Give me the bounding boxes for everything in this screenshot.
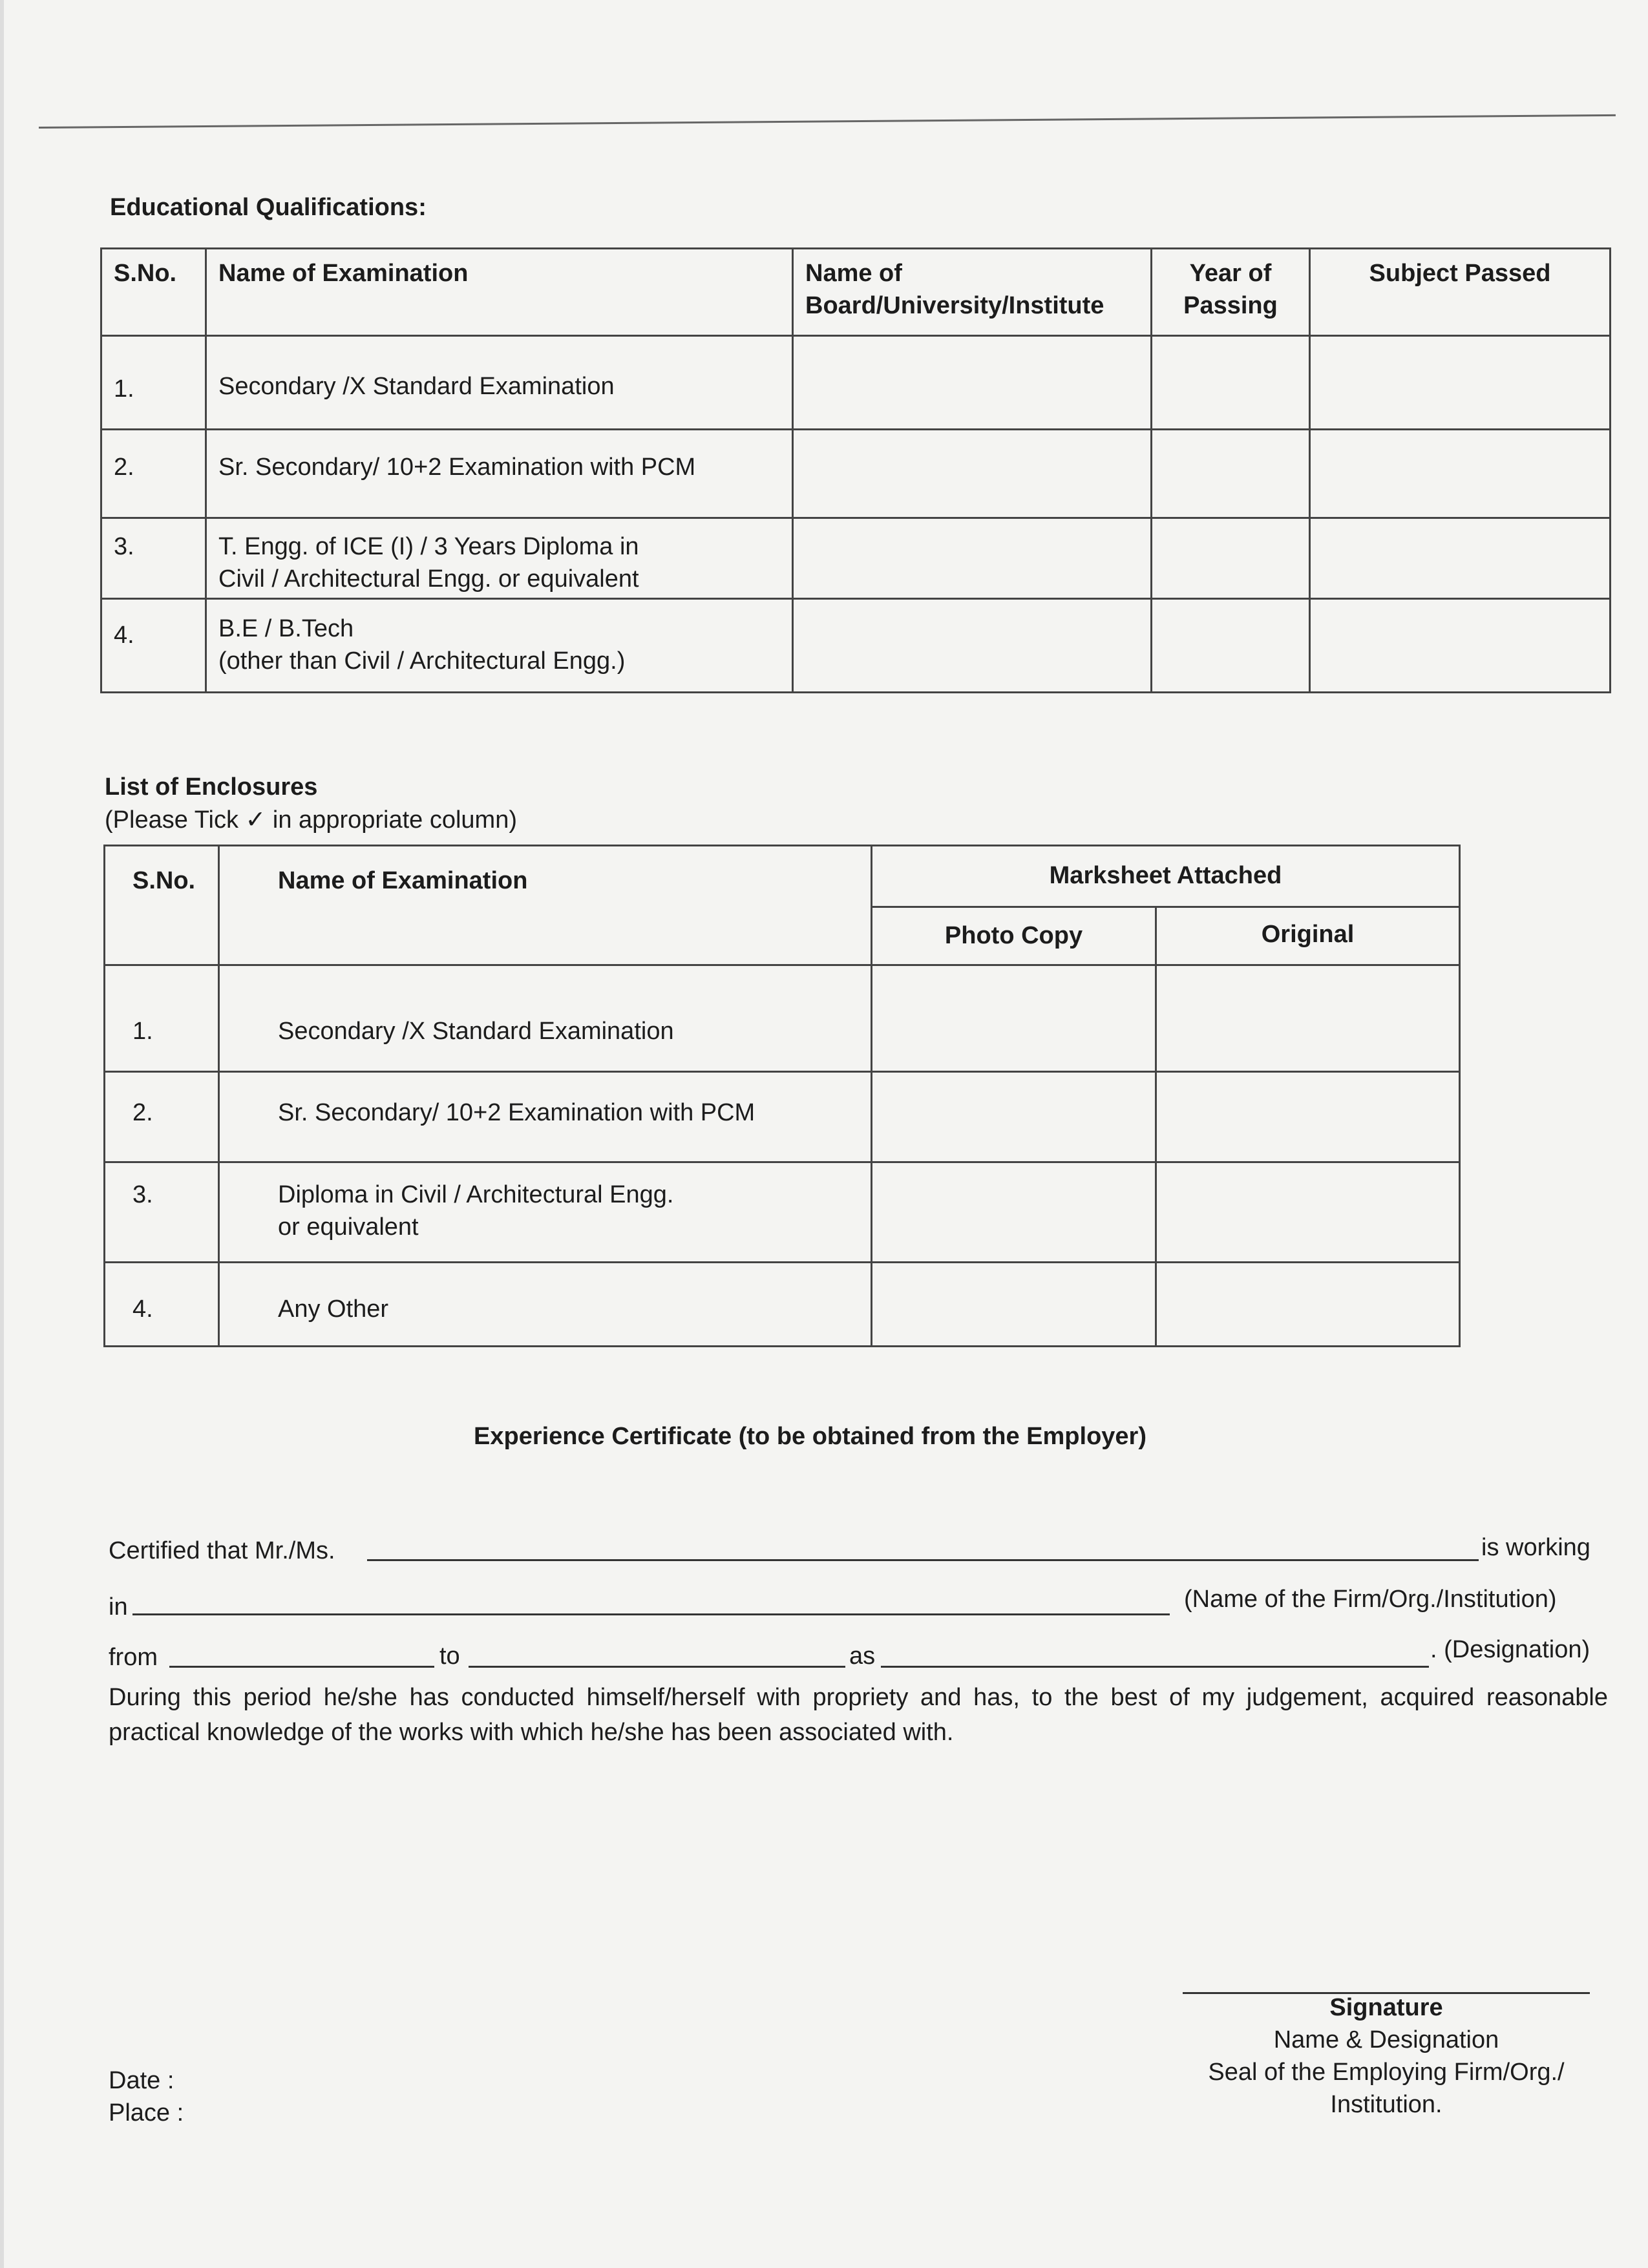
edu-row-sno: 1. — [101, 336, 206, 430]
enc-row-sno: 3. — [105, 1162, 219, 1263]
is-working-label: is working — [1481, 1534, 1590, 1561]
edu-row-subject-cell[interactable] — [1310, 336, 1611, 430]
edu-row-board-cell[interactable] — [793, 430, 1152, 518]
experience-heading: Experience Certificate (to be obtained from the Employer) — [474, 1423, 1146, 1450]
edu-heading: Educational Qualifications: — [110, 194, 427, 221]
table-row — [101, 336, 1611, 430]
table-row — [101, 518, 1611, 599]
edu-row-exam: Secondary /X Standard Examination — [218, 373, 615, 400]
edu-row-exam: T. Engg. of ICE (I) / 3 Years Diploma in — [218, 533, 639, 560]
to-date-blank[interactable] — [469, 1666, 845, 1668]
to-label: to — [439, 1643, 460, 1670]
designation-blank[interactable] — [881, 1666, 1429, 1668]
edu-row-year-cell[interactable] — [1152, 336, 1310, 430]
enc-photocopy-checkbox[interactable] — [872, 1162, 1156, 1263]
table-row — [105, 1072, 1460, 1162]
enc-header-original: Original — [1156, 907, 1460, 965]
enc-photocopy-checkbox[interactable] — [872, 965, 1156, 1072]
edu-row-year-cell[interactable] — [1152, 518, 1310, 599]
enc-header-exam: Name of Examination — [219, 846, 872, 965]
enc-original-checkbox[interactable] — [1156, 1072, 1460, 1162]
name-blank[interactable] — [367, 1559, 1479, 1561]
table-row — [101, 430, 1611, 518]
edu-row-year-cell[interactable] — [1152, 430, 1310, 518]
enclosures-heading: List of Enclosures — [105, 773, 318, 801]
edu-row-sno: 4. — [101, 599, 206, 693]
edu-header-year-l1: Year of — [1189, 260, 1272, 287]
enc-original-checkbox[interactable] — [1156, 965, 1460, 1072]
edu-row-board-cell[interactable] — [793, 336, 1152, 430]
firm-label: (Name of the Firm/Org./Institution) — [1184, 1586, 1557, 1613]
edu-header-board-l2: Board/University/Institute — [805, 292, 1104, 319]
name-designation-label: Name & Designation — [1273, 2026, 1499, 2053]
enc-row-sno: 4. — [105, 1263, 219, 1347]
edu-row-subject-cell[interactable] — [1310, 430, 1611, 518]
from-date-blank[interactable] — [169, 1666, 434, 1668]
date-label: Date : — [109, 2067, 174, 2094]
seal-label-line1: Seal of the Employing Firm/Org./ — [1208, 2059, 1565, 2086]
as-label: as — [849, 1643, 876, 1670]
place-label: Place : — [109, 2099, 184, 2126]
enc-row-sno: 1. — [105, 965, 219, 1072]
enclosures-table — [103, 845, 1461, 1347]
enc-header-sno: S.No. — [105, 846, 219, 965]
enc-photocopy-checkbox[interactable] — [872, 1072, 1156, 1162]
edu-row-board-cell[interactable] — [793, 599, 1152, 693]
firm-blank[interactable] — [132, 1613, 1170, 1615]
edu-header-board-l1: Name of — [805, 260, 902, 287]
from-label: from — [109, 1644, 158, 1671]
top-rule — [39, 114, 1616, 129]
edu-row-exam: B.E / B.Tech — [218, 615, 354, 642]
signature-label: Signature — [1329, 1994, 1443, 2021]
table-row — [101, 599, 1611, 693]
experience-paragraph: During this period he/she has conducted himself/herself with propriety and has, to the best of my judgement, acquired reasonable practical knowledge of the works with which he/she has been associated with. — [109, 1684, 1608, 1746]
edu-header-exam: Name of Examination — [206, 249, 793, 336]
table-row — [105, 965, 1460, 1072]
edu-row-sno: 2. — [101, 430, 206, 518]
enc-header-photocopy: Photo Copy — [872, 907, 1156, 965]
enc-original-checkbox[interactable] — [1156, 1263, 1460, 1347]
enc-row-exam: Diploma in Civil / Architectural Engg. — [278, 1181, 674, 1208]
edu-row-board-cell[interactable] — [793, 518, 1152, 599]
enc-header-marksheet: Marksheet Attached — [872, 846, 1460, 907]
enclosures-subheading: (Please Tick ✓ in appropriate column) — [105, 806, 518, 834]
edu-header-sno: S.No. — [101, 249, 206, 336]
edu-row-sno: 3. — [101, 518, 206, 599]
seal-label-line2: Institution. — [1330, 2091, 1442, 2118]
enc-photocopy-checkbox[interactable] — [872, 1263, 1156, 1347]
edu-header-year-l2: Passing — [1183, 292, 1278, 319]
scan-edge — [0, 0, 4, 2268]
in-label: in — [109, 1593, 128, 1621]
certified-label: Certified that Mr./Ms. — [109, 1537, 335, 1564]
edu-header-row — [101, 249, 1611, 336]
enc-original-checkbox[interactable] — [1156, 1162, 1460, 1263]
enc-row-exam-l2: or equivalent — [278, 1213, 419, 1241]
designation-label: . (Designation) — [1430, 1636, 1590, 1663]
edu-header-subject: Subject Passed — [1310, 249, 1611, 336]
table-row — [105, 1162, 1460, 1263]
enc-row-sno: 2. — [105, 1072, 219, 1162]
edu-row-exam-l2: (other than Civil / Architectural Engg.) — [218, 647, 626, 675]
edu-row-subject-cell[interactable] — [1310, 599, 1611, 693]
edu-row-subject-cell[interactable] — [1310, 518, 1611, 599]
enc-row-exam: Secondary /X Standard Examination — [278, 1018, 674, 1045]
enc-row-exam: Any Other — [278, 1295, 389, 1323]
edu-row-exam-l2: Civil / Architectural Engg. or equivalent — [218, 565, 639, 593]
table-row — [105, 1263, 1460, 1347]
enc-row-exam: Sr. Secondary/ 10+2 Examination with PCM — [278, 1098, 755, 1126]
edu-table — [100, 247, 1611, 693]
edu-row-exam: Sr. Secondary/ 10+2 Examination with PCM — [218, 454, 696, 481]
edu-row-year-cell[interactable] — [1152, 599, 1310, 693]
